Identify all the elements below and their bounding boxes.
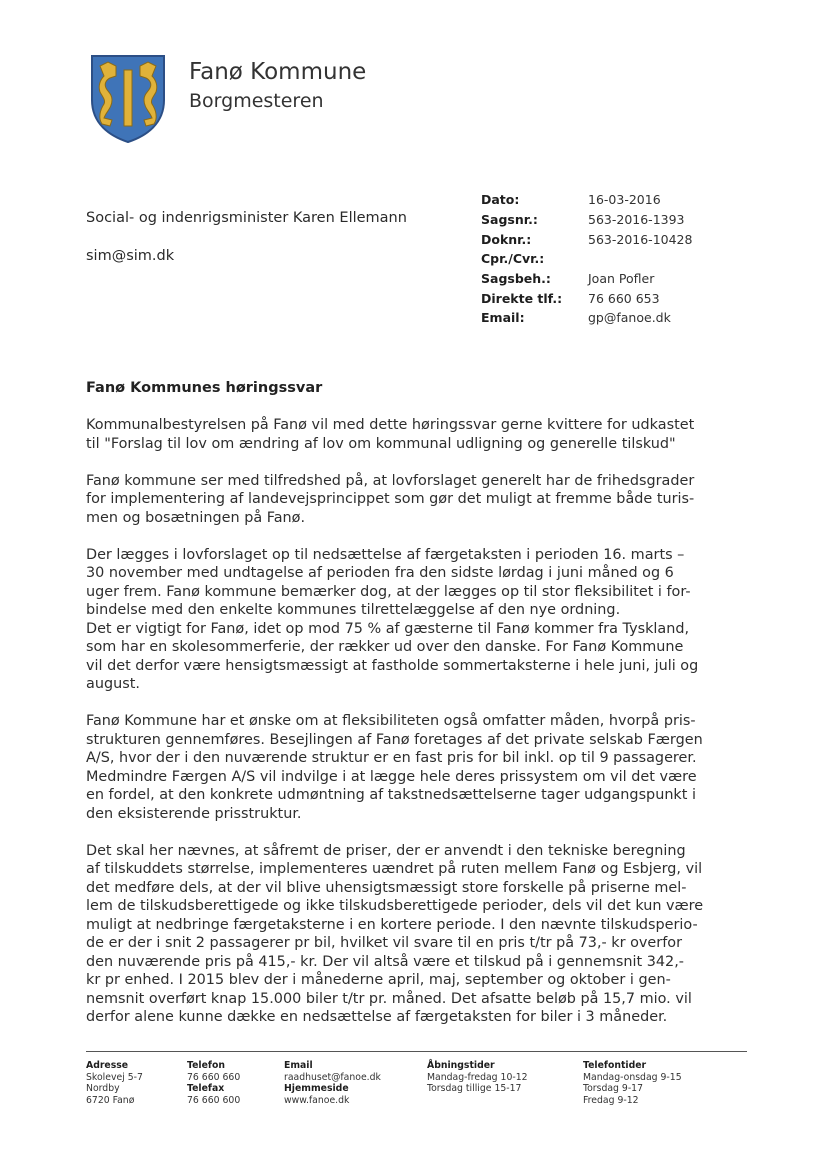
footer-heading: Adresse <box>86 1060 129 1071</box>
meta-label: Sagsnr.: <box>481 212 538 228</box>
footer-divider <box>86 1051 747 1052</box>
meta-row-cpr-cvr <box>481 249 692 269</box>
meta-value: 76 660 653 <box>588 290 660 306</box>
letter-footer <box>86 1060 713 1106</box>
meta-label: Cpr./Cvr.: <box>481 251 545 267</box>
meta-value: 563-2016-1393 <box>588 212 685 228</box>
footer-line: Mandag-fredag 10-12 <box>427 1071 528 1083</box>
body-paragraph: Fanø kommune ser med tilfredshed på, at lovforslaget generelt har de frihedsgrader for implementering af landevejsprincippet som gør det muligt at fremme både turis- men og bosætningen på Fanø. <box>86 472 695 526</box>
case-metadata <box>481 190 692 328</box>
footer-heading: Åbningstider <box>427 1060 495 1071</box>
org-subtitle: Borgmesteren <box>189 90 324 112</box>
meta-value: 563-2016-10428 <box>588 231 693 247</box>
meta-row-document-number <box>481 229 692 249</box>
meta-value[interactable]: gp@fanoe.dk <box>588 310 671 326</box>
recipient-email[interactable]: sim@sim.dk <box>86 248 175 264</box>
footer-email-link[interactable]: raadhuset@fanoe.dk <box>284 1071 381 1083</box>
footer-heading: Telefon <box>187 1060 225 1071</box>
footer-line: 76 660 660 <box>187 1071 241 1083</box>
footer-line: Skolevej 5-7 <box>86 1071 143 1083</box>
footer-heading: Telefax <box>187 1083 225 1094</box>
letter-subject: Fanø Kommunes høringssvar <box>86 380 323 396</box>
fanoe-coat-of-arms-logo <box>90 54 166 144</box>
meta-label: Email: <box>481 310 525 326</box>
recipient-block <box>86 208 407 284</box>
meta-row-date <box>481 190 692 210</box>
body-paragraph: Kommunalbestyrelsen på Fanø vil med dette høringssvar gerne kvittere for udkastet til "Forslag til lov om ændring af lov om kommunal udligning og generelle tilskud" <box>86 417 695 452</box>
footer-address <box>86 1060 187 1106</box>
letter-body <box>86 416 752 1045</box>
footer-line: Nordby <box>86 1083 120 1094</box>
body-paragraph: Fanø Kommune har et ønske om at fleksibiliteten også omfatter måden, hvorpå pris- strukturen gennemføres. Besejlingen af Fanø foretages af det private selskab Færgen A/S, hvor der i den nuværende struktur er en fast pris for bil inkl. op til 9 passagerer. Medmindre Færgen A/S vil indvilge i at lægge hele deres prissystem om vil det være en fordel, at den konkrete udmøntning af takstnedsættelserne tager udgangspunkt i den eksisterende prisstruktur. <box>86 713 703 822</box>
footer-heading: Telefontider <box>583 1060 647 1071</box>
body-paragraph: Der lægges i lovforslaget op til nedsættelse af færgetaksten i perioden 16. marts – 30 november med undtagelse af perioden fra den sidste lørdag i juni måned og 6 uger frem. Fanø kommune bemærker dog, at der lægges op til stor fleksibilitet i for- bindelse med den enkelte kommunes tilrettelæggelse af den nye ordning. Det er vigtigt for Fanø, idet op mod 75 % af gæsterne til Fanø kommer fra Tyskland, som har en skolesommerferie, der rækker ud over den danske. For Fanø Kommune vil det derfor være hensigtsmæssigt at fastholde sommertaksterne i hele juni, juli og august. <box>86 546 699 692</box>
footer-phone <box>187 1060 284 1106</box>
meta-label: Direkte tlf.: <box>481 290 563 306</box>
footer-line: Mandag-onsdag 9-15 <box>583 1071 682 1083</box>
meta-row-case-number <box>481 210 692 230</box>
meta-label: Dato: <box>481 192 520 208</box>
meta-row-direct-phone <box>481 288 692 308</box>
body-paragraph: Det skal her nævnes, at såfremt de priser, der er anvendt i den tekniske beregning af tilskuddets størrelse, implementeres uændret på ruten mellem Fanø og Esbjerg, vil det medføre dels, at der vil blive uhensigtsmæssigt store forskelle på priserne mel- lem de tilskudsberettigede og ikke tilskudsberettigede perioder, dels vil det kun være muligt at nedbringe færgetaksterne i en kortere periode. I den nævnte tilskudsperio- de er der i snit 2 passagerer pr bil, hvilket vil svare til en pris t/tr på 73,- kr overfor den nuværende pris på 415,- kr. Der vil altså være et tilskud på i gennemsnit 342,- kr pr enhed. I 2015 blev der i månederne april, maj, september og oktober i gen- nemsnit overført knap 15.000 biler t/tr pr. måned. Det afsatte beløb på 15,7 mio. vil derfor alene kunne dække en nedsættelse af færgetaksten for biler i 3 måneder. <box>86 842 704 1025</box>
footer-line: 76 660 600 <box>187 1094 241 1106</box>
recipient-name: Social- og indenrigsminister Karen Ellemann <box>86 210 407 226</box>
footer-line: 6720 Fanø <box>86 1094 135 1106</box>
org-name: Fanø Kommune <box>189 59 367 85</box>
meta-value: Joan Pofler <box>588 271 655 287</box>
meta-label: Doknr.: <box>481 231 532 247</box>
meta-label: Sagsbeh.: <box>481 271 551 287</box>
meta-row-email <box>481 308 692 328</box>
footer-heading: Hjemmeside <box>284 1083 349 1094</box>
footer-web <box>284 1060 427 1106</box>
footer-heading: Email <box>284 1060 313 1071</box>
footer-homepage-link[interactable]: www.fanoe.dk <box>284 1094 350 1106</box>
footer-phone-hours <box>583 1060 713 1106</box>
meta-value: 16-03-2016 <box>588 192 661 208</box>
footer-line: Torsdag tillige 15-17 <box>427 1083 522 1094</box>
footer-opening-hours <box>427 1060 583 1106</box>
footer-line: Torsdag 9-17 <box>583 1083 644 1094</box>
meta-row-case-officer <box>481 269 692 289</box>
footer-line: Fredag 9-12 <box>583 1094 639 1106</box>
